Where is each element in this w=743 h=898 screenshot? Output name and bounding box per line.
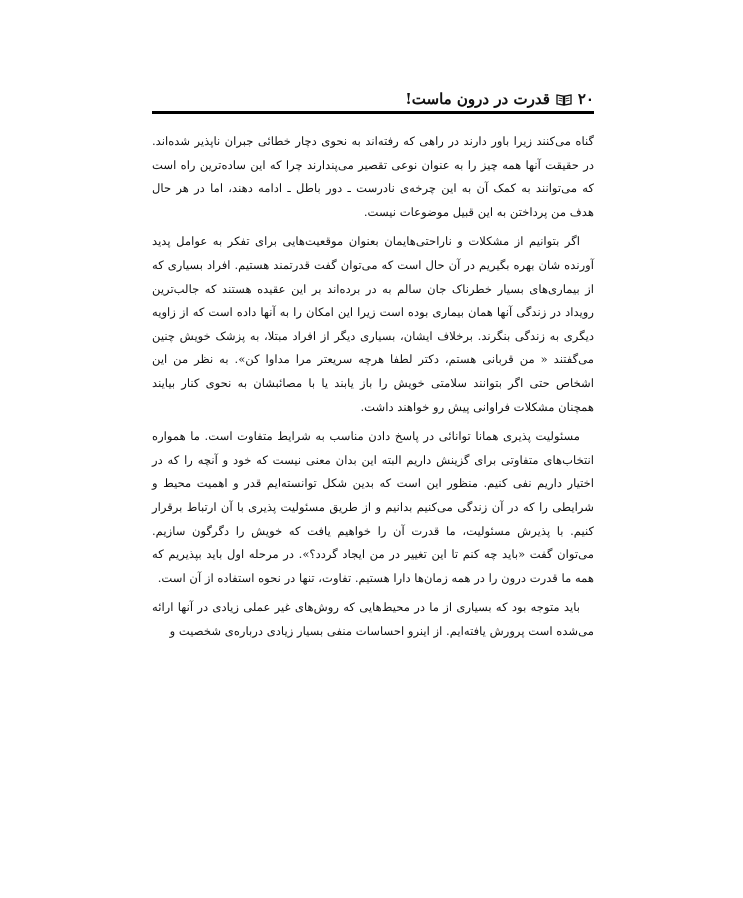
open-book-icon [556, 92, 572, 105]
header-divider [152, 111, 594, 114]
running-header [152, 82, 594, 108]
paragraph-4: باید متوجه بود که بسیاری از ما در محیط‌هایی که روش‌های غیر عملی زیادی در آنها ارائه می‌شده است پرورش یافته‌ایم. از اینرو احساسات منفی بسیار زیادی درباره‌ی شخصیت و [152, 600, 594, 638]
body-text [152, 130, 594, 649]
paragraph-3: مسئولیت پذیری همانا توانائی در پاسخ دادن مناسب به شرایط متفاوت است. ما همواره انتخاب‌های متفاوتی برای گزینش داریم البته این بدان معنی نیست که خود و آنچه را که در اختیار داریم نفی کنیم. منظور این است که بدین شکل توانسته‌ایم قدر و اهمیت محیط و شرایطی را که در آن زندگی می‌کنیم بدانیم و از طریق مسئولیت پذیری با آن ارتباط برقرار کنیم. با پذیرش مسئولیت، ما قدرت آن را خواهیم یافت که خویش را دگرگون سازیم. می‌توان گفت «باید چه کنم تا این تغییر در من ایجاد گردد؟». در مرحله اول باید بپذیریم که همه ما قدرت درون را در همه زمان‌ها دارا هستیم. تفاوت، تنها در نحوه استفاده از آن است. [152, 429, 594, 585]
paragraph-2: اگر بتوانیم از مشکلات و ناراحتی‌هایمان بعنوان موقعیت‌هایی برای تفکر به عوامل پدید آورنده شان بهره بگیریم در آن حال است که می‌توان گفت قدرتمند هستیم. افراد بسیاری که از بیماری‌های بسیار خطرناک جان سالم به در برده‌اند بر این عقیده هستند که جالب‌ترین رویداد در زندگی آنها همان بیماری بوده است زیرا این امکان را به آنها داده است که از زاویه دیگری به زندگی بنگرند. برخلاف ایشان، بسیاری دیگر از افراد مبتلا، به پزشک خویش چنین می‌گفتند « من قربانی هستم، دکتر لطفا هرچه سریعتر مرا مداوا کن». به نظر من این اشخاص حتی اگر بتوانند سلامتی خویش را باز یابند یا با مصائبشان به نحوی کنار بیایند همچنان مشکلات فراوانی پیش رو خواهند داشت. [152, 234, 594, 414]
page-number: ۲۰ [577, 90, 594, 108]
paragraph-1: گناه می‌کنند زیرا باور دارند در راهی که رفته‌اند به نحوی دچار خطائی جبران ناپذیر شده‌اند. در حقیقت آنها همه چیز را به عنوان نوعی تقصیر می‌پندارند چرا که این ساده‌ترین راه است که می‌توانند به کمک آن به این چرخه‌ی نادرست ـ دور باطل ـ ادامه دهند، اما در هر حال هدف من پرداختن به این قبیل موضوعات نیست. [152, 134, 594, 219]
chapter-title: قدرت در درون ماست! [405, 90, 550, 108]
